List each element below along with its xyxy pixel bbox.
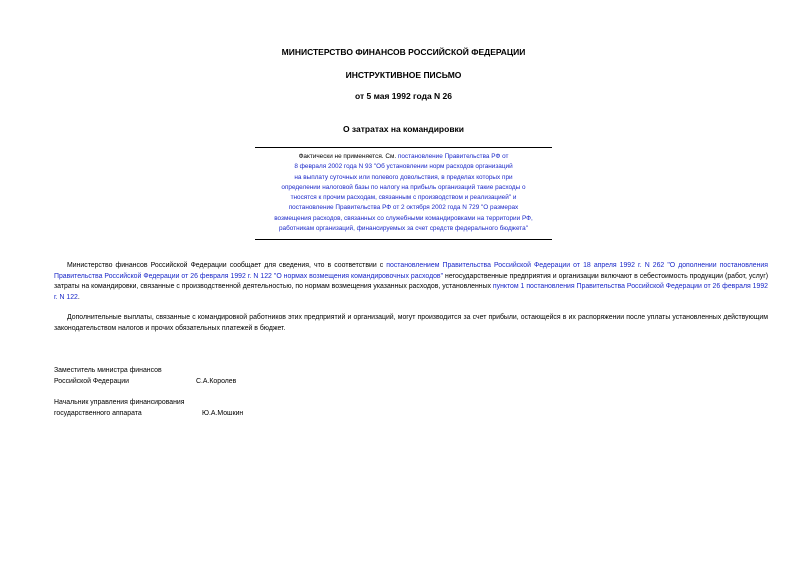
document-type-heading: ИНСТРУКТИВНОЕ ПИСЬМО: [345, 70, 462, 80]
note-link-1[interactable]: постановление Правительства РФ от: [397, 153, 509, 160]
paragraph-1: [54, 261, 768, 303]
note-link-5[interactable]: тносятся к прочим расходам, связанным с производством и реализацией" и: [290, 194, 517, 202]
note-link-6[interactable]: постановление Правительства РФ от 2 октября 2002 года N 729 "О размерах: [288, 204, 519, 212]
note-line-6: [255, 203, 552, 213]
document-subject: О затратах на командировки: [342, 124, 465, 134]
signatory-2-title-line-2: государственного аппарата: [54, 410, 142, 417]
note-line-4: [255, 183, 552, 193]
note-line-8: [255, 224, 552, 234]
signatory-2-title-line-1: Начальник управления финансирования: [54, 399, 185, 406]
note-link-7[interactable]: возмещения расходов, связанных со служебными командировками на территории РФ,: [274, 214, 533, 222]
ministry-heading: МИНИСТЕРСТВО ФИНАНСОВ РОССИЙСКОЙ ФЕДЕРАЦИИ: [281, 47, 526, 57]
note-link-2[interactable]: 8 февраля 2002 года N 93 "Об установлении норм расходов организаций: [294, 163, 513, 171]
note-link-8[interactable]: работникам организаций, финансируемых за счет средств федерального бюджета": [279, 225, 528, 233]
paragraph-2: Дополнительные выплаты, связанные с командировкой работников этих предприятий и организаций, могут производится за счет прибыли, остающейся в их распоряжении после уплаты установленных действующим законодательством налогов и прочих обязательных платежей в бюджет.: [54, 314, 768, 332]
signatory-2-name: Ю.А.Мошкин: [202, 410, 244, 417]
note-link-3[interactable]: на выплату суточных или полевого довольствия, в пределах которых при: [294, 173, 513, 181]
resolution-262-link[interactable]: постановлением Правительства Российской Федерации от 18 апреля 1992 г. N 262 "О дополнении постановления Правительства Российской Федерации от 26 февраля 1992 г. N 122 "О нормах возмещения командировочных расходов": [54, 262, 768, 280]
document-date-number: от 5 мая 1992 года N 26: [354, 91, 453, 101]
signatory-1-title-line-1: Заместитель министра финансов: [54, 367, 162, 374]
paragraph-1-text-c: .: [77, 293, 80, 301]
signatory-1-title-line-2: Российской Федерации: [54, 378, 129, 385]
paragraph-1-text-b: негосударственные предприятия и организации включают в себестоимость продукции (работ, услуг) затраты на командировки, связанные с производственной деятельностью, по нормам возмещения указанных расходов, установленных: [54, 272, 768, 291]
applicability-note: [255, 147, 552, 240]
signatory-1-name: С.А.Королев: [196, 378, 237, 385]
note-line-1: [255, 152, 552, 162]
note-line-7: [255, 214, 552, 224]
resolution-122-link[interactable]: пунктом 1 постановления Правительства Российской Федерации от 26 февраля 1992 г. N 122: [54, 283, 768, 301]
note-link-4[interactable]: определении налоговой базы по налогу на прибыль организаций такие расходы о: [281, 183, 526, 191]
paragraph-1-text-a: Министерство финансов Российской Федерации сообщает для сведения, что в соответствии с: [67, 262, 387, 269]
note-line-2: [255, 162, 552, 172]
note-line-5: [255, 193, 552, 203]
note-line-3: [255, 173, 552, 183]
note-line-1-text: Фактически не применяется. См.: [298, 153, 398, 160]
